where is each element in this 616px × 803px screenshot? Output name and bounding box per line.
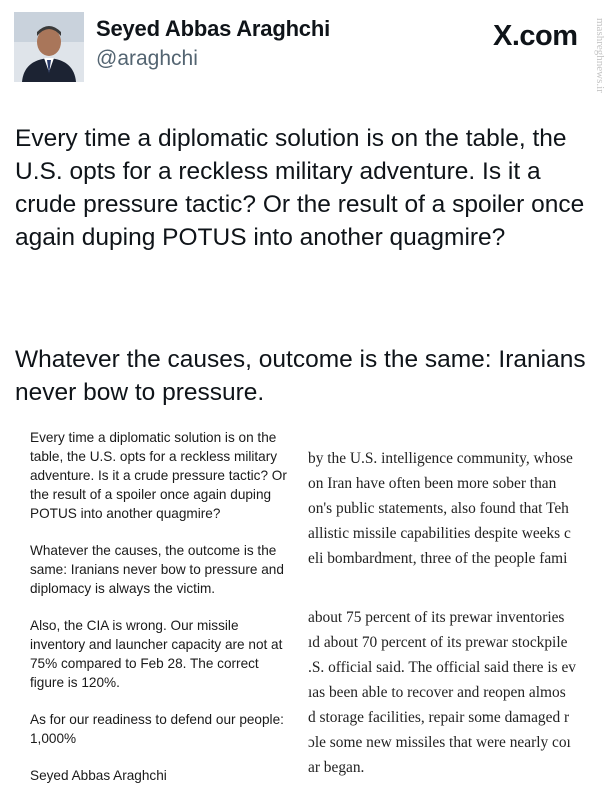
author-handle[interactable]: @araghchi	[96, 47, 198, 70]
x-logo: X.com	[493, 20, 578, 52]
statement-paragraph: As for our readiness to defend our people: 1,000%	[30, 712, 284, 746]
article-line: ıd about 70 percent of its prewar stockpile	[308, 634, 568, 651]
author-name[interactable]: Seyed Abbas Araghchi	[96, 16, 330, 41]
article-line: ɔle some new missiles that were nearly coı	[308, 734, 571, 751]
watermark	[584, 16, 606, 126]
article-line: d storage facilities, repair some damaged r	[308, 709, 570, 726]
article-line: ıas been able to recover and reopen almos	[308, 684, 566, 701]
article-line: allistic missile capabilities despite weeks c	[308, 525, 571, 542]
statement-screenshot	[30, 430, 295, 800]
article-line: on Iran have often been more sober than	[308, 475, 557, 492]
news-article-clipping	[308, 440, 616, 800]
article-line: .S. official said. The official said there is ev	[308, 659, 576, 676]
tweet-text-paragraph-1: Every time a diplomatic solution is on the table, the U.S. opts for a reckless military adventure. Is it a crude pressure tactic? Or the result of a spoiler once again duping POTUS into another quagmire?	[15, 125, 585, 251]
avatar[interactable]	[14, 12, 84, 82]
article-line: ar began.	[308, 759, 365, 776]
avatar-portrait-icon	[14, 12, 84, 82]
article-line: about 75 percent of its prewar inventories	[308, 609, 565, 626]
attached-image[interactable]	[0, 432, 616, 800]
tweet-text-paragraph-2: Whatever the causes, outcome is the same: Iranians never bow to pressure.	[15, 346, 586, 406]
article-line: on's public statements, also found that Teh	[308, 500, 569, 517]
statement-signature: Seyed Abbas Araghchi	[30, 768, 167, 783]
article-line: by the U.S. intelligence community, whose	[308, 450, 573, 467]
tweet-header	[0, 0, 616, 100]
statement-paragraph: Every time a diplomatic solution is on the table, the U.S. opts for a reckless military adventure. Is it a crude pressure tactic? Or the result of a spoiler once again duping POTUS into another quagmire?	[30, 430, 287, 521]
statement-paragraph: Also, the CIA is wrong. Our missile inventory and launcher capacity are not at 75% compared to Feb 28. The correct figure is 120%.	[30, 618, 283, 690]
article-line: eli bombardment, three of the people fami	[308, 550, 568, 567]
statement-paragraph: Whatever the causes, the outcome is the same: Iranians never bow to pressure and diplomacy is always the victim.	[30, 543, 284, 596]
svg-text:mashreghnews.ir: mashreghnews.ir	[594, 18, 606, 93]
